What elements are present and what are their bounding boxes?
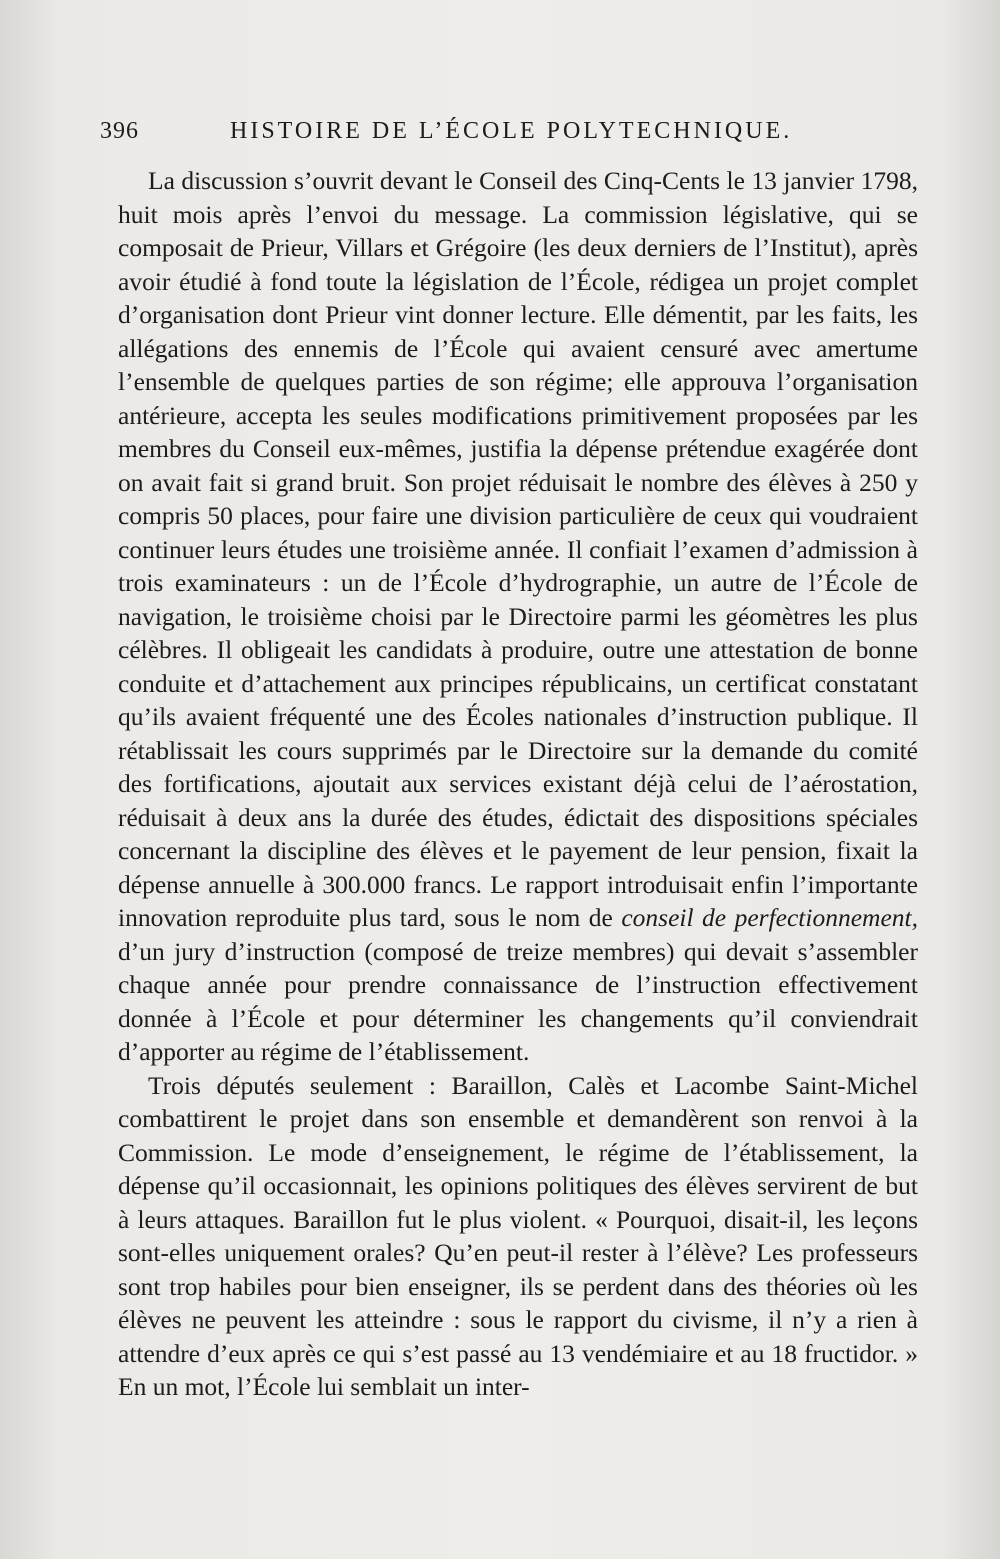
page-number: 396	[100, 118, 139, 144]
paragraph-1-text-start: La discussion s’ouvrit devant le Conseil des Cinq-Cents le 13 janvier 1798, huit mois après l’envoi du message. La commission législative, qui se composait de Prieur, Villars et Grégoire (les deux derniers de l’Institut), après avoir étudié à fond toute la législation de l’École, rédigea un projet complet d’organisation dont Prieur vint donner lecture. Elle démentit, par les faits, les allégations des ennemis de l’École qui avaient censuré avec amertume l’ensemble de quelques parties de son régime; elle approuva l’organisation antérieure, accepta les seules modifications primitivement proposées par les membres du Conseil eux-mêmes, justifia la dépense prétendue exagérée dont on avait fait si grand bruit. Son projet réduisait le nombre des élèves à 250 y compris 50 places, pour faire une division particulière de ceux qui voudraient continuer leurs études une troisième année. Il confiait l’examen d’admission à trois examinateurs : un de l’École d’hydrographie, un autre de l’École de navigation, le troisième choisi par le Directoire parmi les géomètres les plus célèbres. Il obligeait les candidats à produire, outre une attestation de bonne conduite et d’attachement aux principes républicains, un certificat constatant qu’ils avaient fréquenté une des Écoles nationales d’instruction publique. Il rétablissait les cours supprimés par le Directoire sur la demande du comité des fortifications, ajoutait aux services existant déjà celui de l’aérostation, réduisait à deux ans la durée des études, édictait des dispositions spéciales concernant la discipline des élèves et le payement de leur pension, fixait la dépense annuelle à 300.000 francs. Le rapport introduisait enfin l’importante innovation reproduite plus tard, sous le nom de	[118, 166, 918, 932]
paragraph-1-italic-term: conseil de perfectionnement,	[621, 903, 918, 932]
paragraph-2: Trois députés seulement : Baraillon, Calès et Lacombe Saint-Michel combattirent le projet dans son ensemble et demandèrent son renvoi à la Commission. Le mode d’enseignement, le régime de l’établissement, la dépense qu’il occasionnait, les opinions politiques des élèves servirent de but à leurs attaques. Baraillon fut le plus violent. « Pourquoi, disait-il, les leçons sont-elles uniquement orales? Qu’en peut-il rester à l’élève? Les professeurs sont trop habiles pour bien enseigner, ils se perdent dans des théories où les élèves ne peuvent les atteindre : sous le rapport du civisme, il n’y a rien à attendre d’eux après ce qui s’est passé au 13 vendémiaire et au 18 fructidor. » En un mot, l’École lui semblait un inter-	[118, 1070, 918, 1401]
page-header	[100, 118, 900, 154]
paragraph-1	[118, 164, 918, 1069]
paragraph-1-text-end: d’un jury d’instruction (composé de treize membres) qui devait s’assembler chaque année pour prendre connaissance de l’instruction effectivement donnée à l’École et pour déterminer les changements qu’il conviendrait d’apporter au régime de l’établissement.	[118, 936, 918, 1066]
running-title: HISTOIRE DE L’ÉCOLE POLYTECHNIQUE.	[230, 118, 793, 144]
body-text	[118, 164, 918, 1404]
